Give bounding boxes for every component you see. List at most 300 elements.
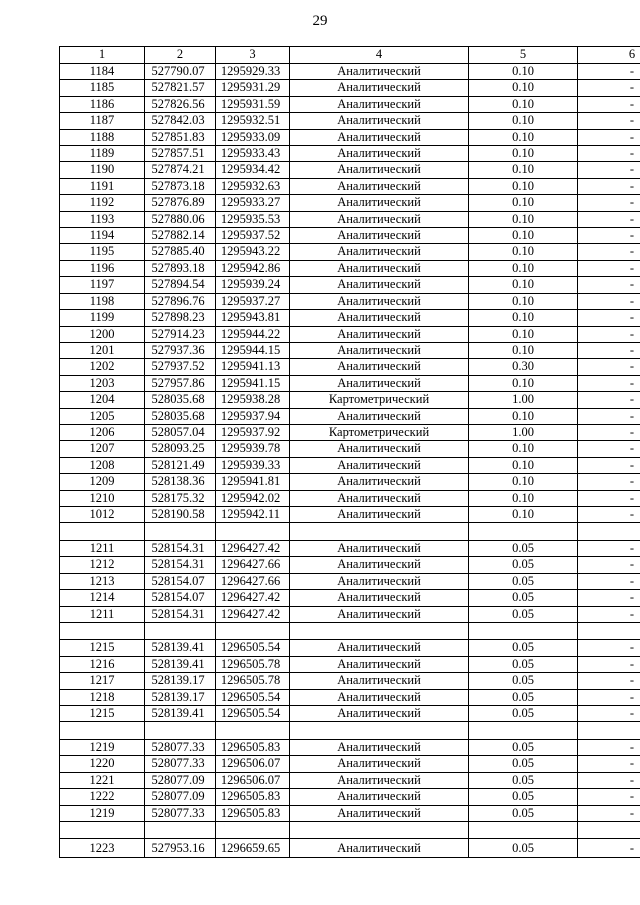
empty-cell <box>60 821 145 839</box>
point-number-cell: 1199 <box>60 310 145 326</box>
point-number-cell: 1200 <box>60 326 145 342</box>
empty-cell <box>216 523 290 541</box>
note-cell: - <box>578 146 640 162</box>
point-number-cell: 1194 <box>60 228 145 244</box>
note-cell: - <box>578 573 640 589</box>
x-coordinate-cell: 527957.86 <box>145 375 216 391</box>
accuracy-cell: 1.00 <box>469 424 578 440</box>
table-row <box>60 96 640 112</box>
y-coordinate-cell: 1296427.42 <box>216 540 290 556</box>
method-cell: Аналитический <box>290 211 469 227</box>
point-number-cell: 1218 <box>60 689 145 705</box>
method-cell: Аналитический <box>290 260 469 276</box>
x-coordinate-cell: 528190.58 <box>145 506 216 522</box>
note-cell: - <box>578 656 640 672</box>
table-row <box>60 490 640 506</box>
point-number-cell: 1217 <box>60 673 145 689</box>
note-cell: - <box>578 590 640 606</box>
accuracy-cell: 0.05 <box>469 590 578 606</box>
point-number-cell: 1211 <box>60 606 145 622</box>
table-row <box>60 706 640 722</box>
header-cell: 1 <box>60 47 145 64</box>
y-coordinate-cell: 1295943.22 <box>216 244 290 260</box>
empty-cell <box>578 821 640 839</box>
y-coordinate-cell: 1295939.33 <box>216 457 290 473</box>
table-separator-row <box>60 523 640 541</box>
y-coordinate-cell: 1295937.92 <box>216 424 290 440</box>
point-number-cell: 1210 <box>60 490 145 506</box>
x-coordinate-cell: 528175.32 <box>145 490 216 506</box>
method-cell: Аналитический <box>290 506 469 522</box>
accuracy-cell: 0.05 <box>469 772 578 788</box>
point-number-cell: 1195 <box>60 244 145 260</box>
point-number-cell: 1214 <box>60 590 145 606</box>
table-row <box>60 772 640 788</box>
accuracy-cell: 0.10 <box>469 211 578 227</box>
table-row <box>60 375 640 391</box>
x-coordinate-cell: 528057.04 <box>145 424 216 440</box>
x-coordinate-cell: 527880.06 <box>145 211 216 227</box>
y-coordinate-cell: 1296427.42 <box>216 590 290 606</box>
accuracy-cell: 0.10 <box>469 260 578 276</box>
x-coordinate-cell: 528154.31 <box>145 606 216 622</box>
method-cell: Аналитический <box>290 96 469 112</box>
table-row <box>60 457 640 473</box>
empty-cell <box>60 722 145 740</box>
method-cell: Аналитический <box>290 408 469 424</box>
x-coordinate-cell: 527914.23 <box>145 326 216 342</box>
y-coordinate-cell: 1296427.66 <box>216 573 290 589</box>
note-cell: - <box>578 457 640 473</box>
x-coordinate-cell: 527953.16 <box>145 839 216 858</box>
y-coordinate-cell: 1296659.65 <box>216 839 290 858</box>
note-cell: - <box>578 408 640 424</box>
accuracy-cell: 0.05 <box>469 673 578 689</box>
accuracy-cell: 0.10 <box>469 129 578 145</box>
table-row <box>60 228 640 244</box>
y-coordinate-cell: 1295932.51 <box>216 113 290 129</box>
table-row <box>60 359 640 375</box>
x-coordinate-cell: 527857.51 <box>145 146 216 162</box>
x-coordinate-cell: 528077.33 <box>145 756 216 772</box>
empty-cell <box>578 622 640 640</box>
header-cell: 6 <box>578 47 640 64</box>
note-cell: - <box>578 756 640 772</box>
y-coordinate-cell: 1295942.11 <box>216 506 290 522</box>
point-number-cell: 1212 <box>60 557 145 573</box>
x-coordinate-cell: 528139.41 <box>145 656 216 672</box>
point-number-cell: 1191 <box>60 178 145 194</box>
x-coordinate-cell: 527893.18 <box>145 260 216 276</box>
header-cell: 4 <box>290 47 469 64</box>
accuracy-cell: 0.05 <box>469 606 578 622</box>
table-row <box>60 260 640 276</box>
accuracy-cell: 0.05 <box>469 739 578 755</box>
accuracy-cell: 0.10 <box>469 441 578 457</box>
table-row <box>60 656 640 672</box>
point-number-cell: 1221 <box>60 772 145 788</box>
x-coordinate-cell: 528035.68 <box>145 392 216 408</box>
x-coordinate-cell: 528121.49 <box>145 457 216 473</box>
accuracy-cell: 0.05 <box>469 689 578 705</box>
x-coordinate-cell: 527896.76 <box>145 293 216 309</box>
header-cell: 2 <box>145 47 216 64</box>
method-cell: Аналитический <box>290 839 469 858</box>
x-coordinate-cell: 528139.41 <box>145 706 216 722</box>
method-cell: Аналитический <box>290 606 469 622</box>
note-cell: - <box>578 293 640 309</box>
note-cell: - <box>578 195 640 211</box>
y-coordinate-cell: 1296506.07 <box>216 772 290 788</box>
method-cell: Аналитический <box>290 310 469 326</box>
x-coordinate-cell: 527851.83 <box>145 129 216 145</box>
point-number-cell: 1186 <box>60 96 145 112</box>
table-row <box>60 839 640 858</box>
x-coordinate-cell: 528093.25 <box>145 441 216 457</box>
point-number-cell: 1204 <box>60 392 145 408</box>
x-coordinate-cell: 528154.07 <box>145 573 216 589</box>
method-cell: Аналитический <box>290 113 469 129</box>
x-coordinate-cell: 527874.21 <box>145 162 216 178</box>
y-coordinate-cell: 1295938.28 <box>216 392 290 408</box>
x-coordinate-cell: 527873.18 <box>145 178 216 194</box>
table-row <box>60 195 640 211</box>
x-coordinate-cell: 527937.36 <box>145 342 216 358</box>
y-coordinate-cell: 1296505.78 <box>216 673 290 689</box>
accuracy-cell: 0.05 <box>469 656 578 672</box>
point-number-cell: 1189 <box>60 146 145 162</box>
note-cell: - <box>578 706 640 722</box>
method-cell: Аналитический <box>290 375 469 391</box>
empty-cell <box>469 622 578 640</box>
point-number-cell: 1222 <box>60 789 145 805</box>
y-coordinate-cell: 1295939.24 <box>216 277 290 293</box>
table-body <box>60 47 640 858</box>
x-coordinate-cell: 528077.33 <box>145 805 216 821</box>
note-cell: - <box>578 375 640 391</box>
method-cell: Аналитический <box>290 129 469 145</box>
y-coordinate-cell: 1295944.15 <box>216 342 290 358</box>
y-coordinate-cell: 1295933.09 <box>216 129 290 145</box>
point-number-cell: 1188 <box>60 129 145 145</box>
method-cell: Аналитический <box>290 756 469 772</box>
y-coordinate-cell: 1296506.07 <box>216 756 290 772</box>
table-row <box>60 606 640 622</box>
empty-cell <box>290 722 469 740</box>
table-row <box>60 146 640 162</box>
empty-cell <box>145 523 216 541</box>
method-cell: Аналитический <box>290 689 469 705</box>
method-cell: Аналитический <box>290 441 469 457</box>
y-coordinate-cell: 1295932.63 <box>216 178 290 194</box>
method-cell: Аналитический <box>290 656 469 672</box>
method-cell: Аналитический <box>290 277 469 293</box>
method-cell: Аналитический <box>290 359 469 375</box>
accuracy-cell: 0.10 <box>469 277 578 293</box>
note-cell: - <box>578 310 640 326</box>
y-coordinate-cell: 1295933.43 <box>216 146 290 162</box>
accuracy-cell: 0.10 <box>469 490 578 506</box>
y-coordinate-cell: 1296505.54 <box>216 689 290 705</box>
y-coordinate-cell: 1296505.83 <box>216 805 290 821</box>
table-row <box>60 162 640 178</box>
method-cell: Аналитический <box>290 64 469 80</box>
accuracy-cell: 0.10 <box>469 228 578 244</box>
accuracy-cell: 0.10 <box>469 326 578 342</box>
empty-cell <box>60 622 145 640</box>
point-number-cell: 1215 <box>60 640 145 656</box>
accuracy-cell: 0.30 <box>469 359 578 375</box>
method-cell: Аналитический <box>290 146 469 162</box>
x-coordinate-cell: 528077.09 <box>145 789 216 805</box>
x-coordinate-cell: 528138.36 <box>145 474 216 490</box>
table-row <box>60 689 640 705</box>
method-cell: Аналитический <box>290 80 469 96</box>
accuracy-cell: 0.10 <box>469 506 578 522</box>
point-number-cell: 1209 <box>60 474 145 490</box>
y-coordinate-cell: 1295941.15 <box>216 375 290 391</box>
table-row <box>60 293 640 309</box>
empty-cell <box>145 622 216 640</box>
table-separator-row <box>60 722 640 740</box>
method-cell: Аналитический <box>290 490 469 506</box>
table-row <box>60 573 640 589</box>
table-row <box>60 80 640 96</box>
method-cell: Аналитический <box>290 573 469 589</box>
y-coordinate-cell: 1295941.81 <box>216 474 290 490</box>
note-cell: - <box>578 392 640 408</box>
method-cell: Аналитический <box>290 195 469 211</box>
empty-cell <box>578 523 640 541</box>
x-coordinate-cell: 527898.23 <box>145 310 216 326</box>
x-coordinate-cell: 527937.52 <box>145 359 216 375</box>
note-cell: - <box>578 228 640 244</box>
table-row <box>60 129 640 145</box>
y-coordinate-cell: 1295942.86 <box>216 260 290 276</box>
empty-cell <box>216 722 290 740</box>
table-row <box>60 113 640 129</box>
x-coordinate-cell: 528077.33 <box>145 739 216 755</box>
method-cell: Аналитический <box>290 228 469 244</box>
method-cell: Аналитический <box>290 326 469 342</box>
accuracy-cell: 0.05 <box>469 573 578 589</box>
note-cell: - <box>578 474 640 490</box>
note-cell: - <box>578 506 640 522</box>
y-coordinate-cell: 1296505.54 <box>216 706 290 722</box>
note-cell: - <box>578 359 640 375</box>
note-cell: - <box>578 129 640 145</box>
table-row <box>60 392 640 408</box>
method-cell: Аналитический <box>290 789 469 805</box>
x-coordinate-cell: 527790.07 <box>145 64 216 80</box>
empty-cell <box>60 523 145 541</box>
y-coordinate-cell: 1295943.81 <box>216 310 290 326</box>
x-coordinate-cell: 527876.89 <box>145 195 216 211</box>
note-cell: - <box>578 739 640 755</box>
note-cell: - <box>578 277 640 293</box>
note-cell: - <box>578 64 640 80</box>
accuracy-cell: 0.10 <box>469 162 578 178</box>
table-row <box>60 557 640 573</box>
table-row <box>60 640 640 656</box>
x-coordinate-cell: 527826.56 <box>145 96 216 112</box>
empty-cell <box>469 722 578 740</box>
point-number-cell: 1203 <box>60 375 145 391</box>
empty-cell <box>216 622 290 640</box>
empty-cell <box>469 523 578 541</box>
method-cell: Аналитический <box>290 162 469 178</box>
table-row <box>60 756 640 772</box>
y-coordinate-cell: 1295937.52 <box>216 228 290 244</box>
x-coordinate-cell: 528077.09 <box>145 772 216 788</box>
x-coordinate-cell: 528035.68 <box>145 408 216 424</box>
table-row <box>60 441 640 457</box>
table-row <box>60 739 640 755</box>
x-coordinate-cell: 528139.41 <box>145 640 216 656</box>
note-cell: - <box>578 606 640 622</box>
table-separator-row <box>60 821 640 839</box>
note-cell: - <box>578 113 640 129</box>
x-coordinate-cell: 527882.14 <box>145 228 216 244</box>
y-coordinate-cell: 1296427.66 <box>216 557 290 573</box>
accuracy-cell: 0.10 <box>469 113 578 129</box>
y-coordinate-cell: 1295941.13 <box>216 359 290 375</box>
point-number-cell: 1202 <box>60 359 145 375</box>
accuracy-cell: 0.10 <box>469 96 578 112</box>
point-number-cell: 1197 <box>60 277 145 293</box>
accuracy-cell: 0.10 <box>469 195 578 211</box>
note-cell: - <box>578 244 640 260</box>
y-coordinate-cell: 1296505.78 <box>216 656 290 672</box>
method-cell: Аналитический <box>290 640 469 656</box>
y-coordinate-cell: 1295931.29 <box>216 80 290 96</box>
note-cell: - <box>578 96 640 112</box>
note-cell: - <box>578 772 640 788</box>
note-cell: - <box>578 178 640 194</box>
accuracy-cell: 0.10 <box>469 310 578 326</box>
accuracy-cell: 0.05 <box>469 640 578 656</box>
note-cell: - <box>578 342 640 358</box>
note-cell: - <box>578 689 640 705</box>
table-row <box>60 424 640 440</box>
note-cell: - <box>578 211 640 227</box>
table-row <box>60 326 640 342</box>
empty-cell <box>145 722 216 740</box>
note-cell: - <box>578 540 640 556</box>
note-cell: - <box>578 162 640 178</box>
table-row <box>60 805 640 821</box>
note-cell: - <box>578 260 640 276</box>
point-number-cell: 1185 <box>60 80 145 96</box>
empty-cell <box>290 821 469 839</box>
table-row <box>60 474 640 490</box>
note-cell: - <box>578 326 640 342</box>
method-cell: Аналитический <box>290 342 469 358</box>
point-number-cell: 1184 <box>60 64 145 80</box>
method-cell: Аналитический <box>290 673 469 689</box>
note-cell: - <box>578 640 640 656</box>
header-cell: 5 <box>469 47 578 64</box>
method-cell: Аналитический <box>290 474 469 490</box>
point-number-cell: 1219 <box>60 739 145 755</box>
method-cell: Аналитический <box>290 805 469 821</box>
accuracy-cell: 0.10 <box>469 342 578 358</box>
point-number-cell: 1196 <box>60 260 145 276</box>
table-row <box>60 64 640 80</box>
y-coordinate-cell: 1295934.42 <box>216 162 290 178</box>
note-cell: - <box>578 424 640 440</box>
accuracy-cell: 0.05 <box>469 839 578 858</box>
table-row <box>60 408 640 424</box>
y-coordinate-cell: 1296505.83 <box>216 739 290 755</box>
method-cell: Аналитический <box>290 590 469 606</box>
point-number-cell: 1215 <box>60 706 145 722</box>
method-cell: Картометрический <box>290 424 469 440</box>
x-coordinate-cell: 527842.03 <box>145 113 216 129</box>
point-number-cell: 1213 <box>60 573 145 589</box>
empty-cell <box>145 821 216 839</box>
header-cell: 3 <box>216 47 290 64</box>
point-number-cell: 1205 <box>60 408 145 424</box>
method-cell: Аналитический <box>290 557 469 573</box>
point-number-cell: 1207 <box>60 441 145 457</box>
point-number-cell: 1211 <box>60 540 145 556</box>
method-cell: Аналитический <box>290 244 469 260</box>
empty-cell <box>216 821 290 839</box>
empty-cell <box>290 523 469 541</box>
y-coordinate-cell: 1295942.02 <box>216 490 290 506</box>
point-number-cell: 1216 <box>60 656 145 672</box>
coordinates-table <box>59 46 640 858</box>
y-coordinate-cell: 1295931.59 <box>216 96 290 112</box>
y-coordinate-cell: 1295935.53 <box>216 211 290 227</box>
method-cell: Аналитический <box>290 293 469 309</box>
y-coordinate-cell: 1295937.27 <box>216 293 290 309</box>
point-number-cell: 1208 <box>60 457 145 473</box>
method-cell: Аналитический <box>290 706 469 722</box>
accuracy-cell: 0.10 <box>469 293 578 309</box>
method-cell: Аналитический <box>290 739 469 755</box>
point-number-cell: 1219 <box>60 805 145 821</box>
x-coordinate-cell: 528154.31 <box>145 540 216 556</box>
accuracy-cell: 0.10 <box>469 474 578 490</box>
point-number-cell: 1220 <box>60 756 145 772</box>
point-number-cell: 1201 <box>60 342 145 358</box>
point-number-cell: 1198 <box>60 293 145 309</box>
table-row <box>60 342 640 358</box>
accuracy-cell: 0.10 <box>469 178 578 194</box>
empty-cell <box>290 622 469 640</box>
accuracy-cell: 0.10 <box>469 64 578 80</box>
x-coordinate-cell: 528139.17 <box>145 689 216 705</box>
note-cell: - <box>578 441 640 457</box>
point-number-cell: 1187 <box>60 113 145 129</box>
method-cell: Аналитический <box>290 772 469 788</box>
x-coordinate-cell: 528154.31 <box>145 557 216 573</box>
note-cell: - <box>578 673 640 689</box>
table-row <box>60 310 640 326</box>
method-cell: Аналитический <box>290 178 469 194</box>
accuracy-cell: 1.00 <box>469 392 578 408</box>
note-cell: - <box>578 805 640 821</box>
y-coordinate-cell: 1295939.78 <box>216 441 290 457</box>
table-row <box>60 277 640 293</box>
y-coordinate-cell: 1296505.83 <box>216 789 290 805</box>
table-row <box>60 506 640 522</box>
x-coordinate-cell: 527894.54 <box>145 277 216 293</box>
accuracy-cell: 0.05 <box>469 706 578 722</box>
note-cell: - <box>578 789 640 805</box>
